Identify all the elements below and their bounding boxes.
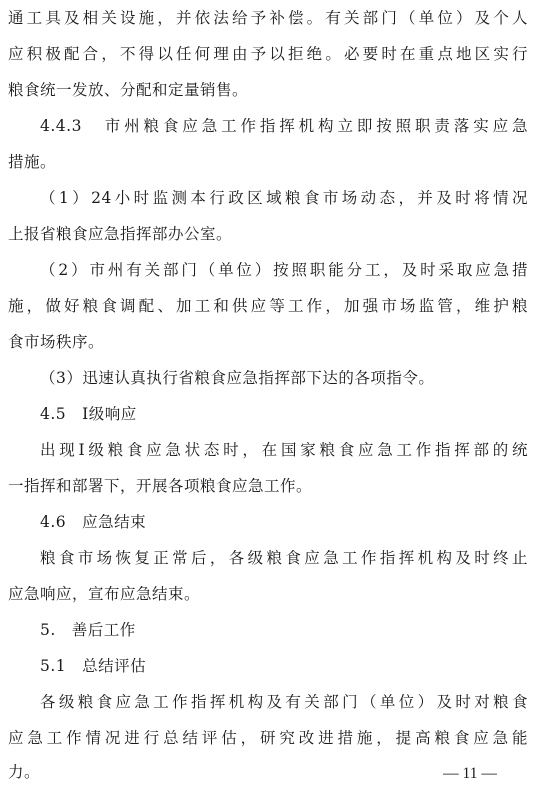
section-heading-4-5: 4.5 Ⅰ级响应: [40, 405, 137, 423]
section-heading-4-6: 4.6 应急结束: [40, 513, 147, 531]
list-item-3: （3）迅速认真执行省粮食应急指挥部下达的各项指令。: [40, 369, 435, 387]
text-line: 措施。: [8, 153, 57, 171]
text-line: 施，做好粮食调配、加工和供应等工作，加强市场监管，维护粮: [8, 297, 528, 315]
text-line: 应积极配合，不得以任何理由予以拒绝。必要时在重点地区实行: [8, 45, 528, 63]
text-line: 食市场秩序。: [8, 333, 105, 351]
text-line: 粮食统一发放、分配和定量销售。: [8, 81, 249, 99]
text-line: 一指挥和部署下，开展各项粮食应急工作。: [8, 477, 313, 495]
text-line: 粮食市场恢复正常后，各级粮食应急工作指挥机构及时终止: [40, 549, 528, 567]
section-heading-4-4-3: 4.4.3 市州粮食应急工作指挥机构立即按照职责落实应急: [40, 117, 528, 135]
text-line: 力。: [8, 763, 41, 781]
text-line: 应急响应，宣布应急结束。: [8, 585, 201, 603]
section-heading-5-1: 5.1 总结评估: [40, 657, 147, 675]
text-line: 出现Ⅰ级粮食应急状态时，在国家粮食应急工作指挥部的统: [40, 441, 528, 459]
list-item-1: （1）24小时监测本行政区域粮食市场动态，并及时将情况: [40, 189, 528, 207]
section-heading-5: 5. 善后工作: [40, 621, 136, 639]
text-line: 各级粮食应急工作指挥机构及有关部门（单位）及时对粮食: [40, 693, 528, 711]
text-line: 上报省粮食应急指挥部办公室。: [8, 225, 233, 243]
page-number: — 11 —: [443, 765, 497, 782]
text-line: 应急工作情况进行总结评估，研究改进措施，提高粮食应急能: [8, 729, 528, 747]
list-item-2: （2）市州有关部门（单位）按照职能分工，及时采取应急措: [40, 261, 528, 279]
text-line: 通工具及相关设施，并依法给予补偿。有关部门（单位）及个人: [8, 9, 528, 27]
